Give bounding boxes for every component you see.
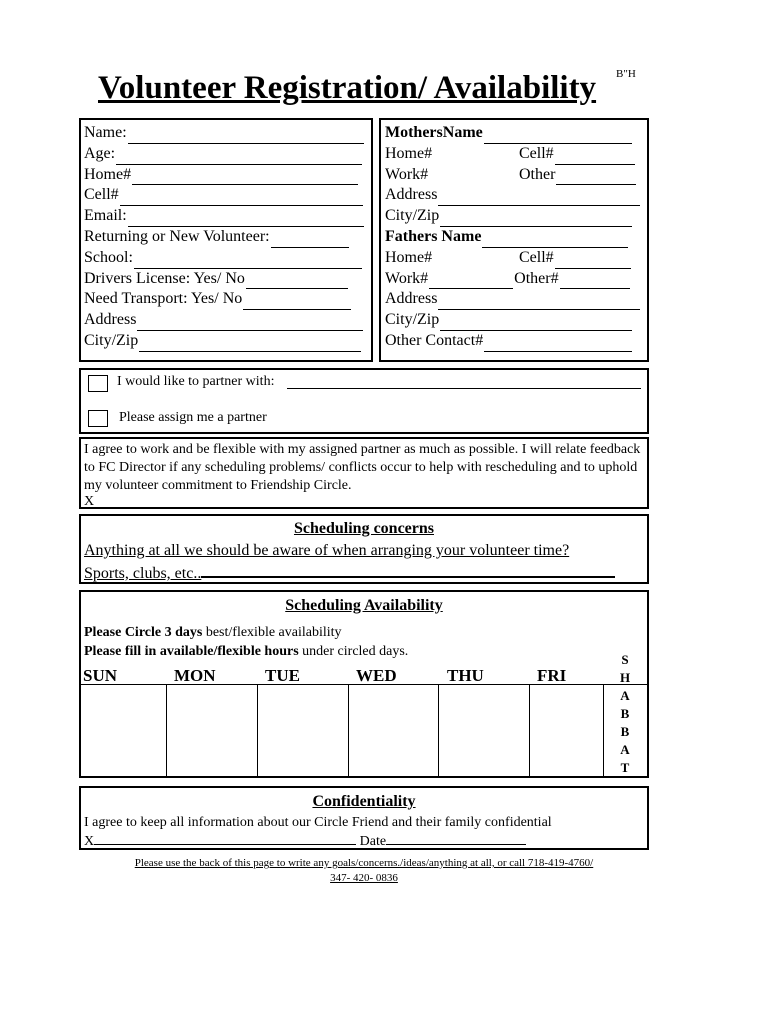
agreement-box: [79, 437, 649, 509]
day-tue[interactable]: TUE: [265, 666, 300, 685]
day-mon[interactable]: MON: [174, 666, 216, 685]
concerns-question: Anything at all we should be aware of when arranging your volunteer time?: [84, 542, 570, 559]
confidentiality-box: [79, 786, 649, 850]
wed-hours-cell[interactable]: [350, 686, 437, 776]
concerns-input-line[interactable]: Sports, clubs, etc..: [84, 562, 615, 583]
footer-note: Please use the back of this page to write any goals/concerns./ideas/anything at all, or call 718-419-4760/: [134, 857, 594, 869]
school-field[interactable]: School:: [84, 248, 364, 269]
age-field[interactable]: Age:: [84, 144, 364, 165]
agreement-text: I agree to work and be flexible with my assigned partner as much as possible. I will relate feedback to FC Director if any scheduling problems/ conflicts occur to help with rescheduling and to uphold my volunteer commitment to Friendship Circle. X: [84, 441, 644, 511]
grid-divider: [348, 684, 349, 776]
footer-phone: 347- 420- 0836: [330, 872, 398, 884]
page-title: Volunteer Registration/ Availability: [98, 70, 597, 106]
day-fri[interactable]: FRI: [537, 666, 567, 685]
availability-heading: Scheduling Availability: [285, 597, 443, 614]
volunteer-info-box: [79, 118, 373, 362]
mon-hours-cell[interactable]: [168, 686, 256, 776]
fri-hours-cell[interactable]: [531, 686, 602, 776]
confidentiality-sign-row[interactable]: X Date: [84, 832, 526, 850]
fathers-name-field[interactable]: Fathers Name: [385, 227, 640, 248]
tue-hours-cell[interactable]: [259, 686, 347, 776]
day-sun[interactable]: SUN: [83, 666, 118, 685]
day-wed[interactable]: WED: [356, 666, 397, 685]
partner-with-checkbox[interactable]: [88, 375, 108, 392]
grid-divider: [257, 684, 258, 776]
confidentiality-text: I agree to keep all information about our Circle Friend and their family confidential: [84, 815, 552, 830]
grid-divider: [529, 684, 530, 776]
partner-with-label: I would like to partner with:: [117, 374, 275, 389]
grid-divider: [603, 684, 604, 776]
returning-new-field[interactable]: Returning or New Volunteer:: [84, 227, 364, 248]
drivers-license-field[interactable]: Drivers License: Yes/ No: [84, 269, 364, 290]
grid-divider: [166, 684, 167, 776]
other-contact-field[interactable]: Other Contact#: [385, 331, 640, 352]
sun-hours-cell[interactable]: [81, 686, 165, 776]
cell-phone-field[interactable]: Cell#: [84, 185, 364, 206]
father-work-row[interactable]: Work# Other#: [385, 269, 640, 290]
mother-phones-row[interactable]: Home# Cell#: [385, 144, 640, 165]
assign-partner-label: Please assign me a partner: [119, 410, 267, 425]
scheduling-availability-box: [79, 590, 649, 778]
scheduling-concerns-heading: Scheduling concerns: [293, 520, 434, 537]
father-address-field[interactable]: Address: [385, 289, 640, 310]
day-thu[interactable]: THU: [447, 666, 484, 685]
mothers-name-field[interactable]: MothersName: [385, 123, 640, 144]
address-field[interactable]: Address: [84, 310, 364, 331]
need-transport-field[interactable]: Need Transport: Yes/ No: [84, 289, 364, 310]
father-phones-row[interactable]: Home# Cell#: [385, 248, 640, 269]
father-cityzip-field[interactable]: City/Zip: [385, 310, 640, 331]
parents-info-box: [379, 118, 649, 362]
agreement-sign-x[interactable]: X: [84, 494, 95, 509]
availability-instruction-1: Please Circle 3 days best/flexible availability: [84, 625, 342, 640]
scheduling-concerns-box: [79, 514, 649, 584]
grid-divider: [438, 684, 439, 776]
bh-mark: B"H: [616, 68, 636, 80]
mother-address-field[interactable]: Address: [385, 185, 640, 206]
assign-partner-checkbox[interactable]: [88, 410, 108, 427]
confidentiality-heading: Confidentiality: [312, 793, 416, 810]
city-zip-field[interactable]: City/Zip: [84, 331, 364, 352]
availability-instruction-2: Please fill in available/flexible hours under circled days.: [84, 644, 409, 659]
partner-box: [79, 368, 649, 434]
thu-hours-cell[interactable]: [440, 686, 528, 776]
email-field[interactable]: Email:: [84, 206, 364, 227]
shabbat-label: S H A B B A T: [620, 652, 631, 775]
home-phone-field[interactable]: Home#: [84, 165, 364, 186]
name-field[interactable]: Name:: [84, 123, 364, 144]
mother-work-row[interactable]: Work# Other: [385, 165, 640, 186]
partner-name-input[interactable]: [287, 387, 641, 389]
mother-cityzip-field[interactable]: City/Zip: [385, 206, 640, 227]
